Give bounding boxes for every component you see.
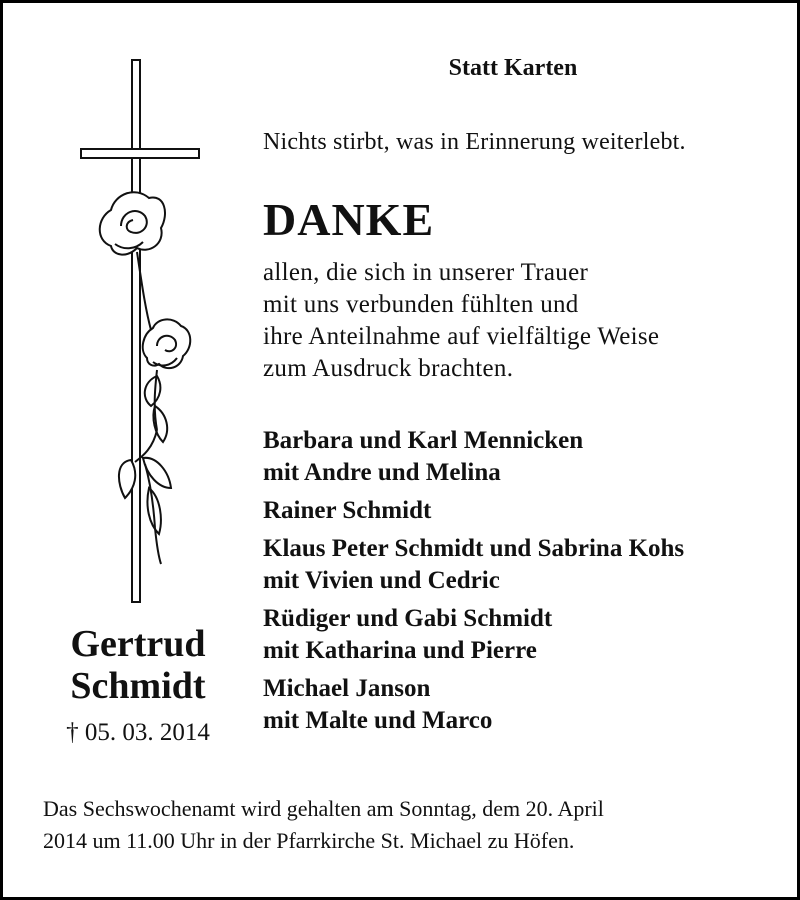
header-title: Statt Karten [448, 55, 578, 81]
deceased-last-name: Schmidt [70, 665, 206, 707]
mourner-line: Barbara und Karl Mennicken [263, 427, 584, 454]
message-line: mit uns verbunden fühlten und [263, 291, 579, 318]
mourner-line: mit Andre und Melina [263, 459, 501, 486]
mourner-line: Rainer Schmidt [263, 497, 432, 524]
service-announcement [43, 793, 604, 857]
message-line: zum Ausdruck brachten. [263, 355, 514, 382]
mourner-line: Michael Janson [263, 675, 431, 702]
deceased-first-name: Gertrud [70, 623, 206, 665]
death-date: † 05. 03. 2014 [66, 719, 210, 746]
mourner-line: mit Malte und Marco [263, 707, 493, 734]
mourners-list [263, 425, 684, 743]
message-line: ihre Anteilnahme auf vielfältige Weise [263, 323, 660, 350]
footer-line: Das Sechswochenamt wird gehalten am Sonntag, dem 20. April [43, 796, 604, 821]
mourner-group [263, 533, 684, 597]
mourner-group [263, 603, 684, 667]
mourner-group [263, 425, 684, 489]
footer-line: 2014 um 11.00 Uhr in der Pfarrkirche St. Michael zu Höfen. [43, 828, 575, 853]
message-line: allen, die sich in unserer Trauer [263, 259, 589, 286]
mourner-line: mit Vivien und Cedric [263, 567, 500, 594]
mourner-group [263, 673, 684, 737]
mourner-line: mit Katharina und Pierre [263, 637, 537, 664]
mourner-line: Rüdiger und Gabi Schmidt [263, 605, 553, 632]
mourner-line: Klaus Peter Schmidt und Sabrina Kohs [263, 535, 685, 562]
mourner-group [263, 495, 684, 527]
danke-heading: DANKE [263, 194, 435, 245]
thanks-message [263, 257, 659, 385]
cross-with-roses-icon [73, 58, 213, 608]
deceased-block [33, 623, 243, 747]
motto: Nichts stirbt, was in Erinnerung weiterlebt. [263, 129, 686, 155]
